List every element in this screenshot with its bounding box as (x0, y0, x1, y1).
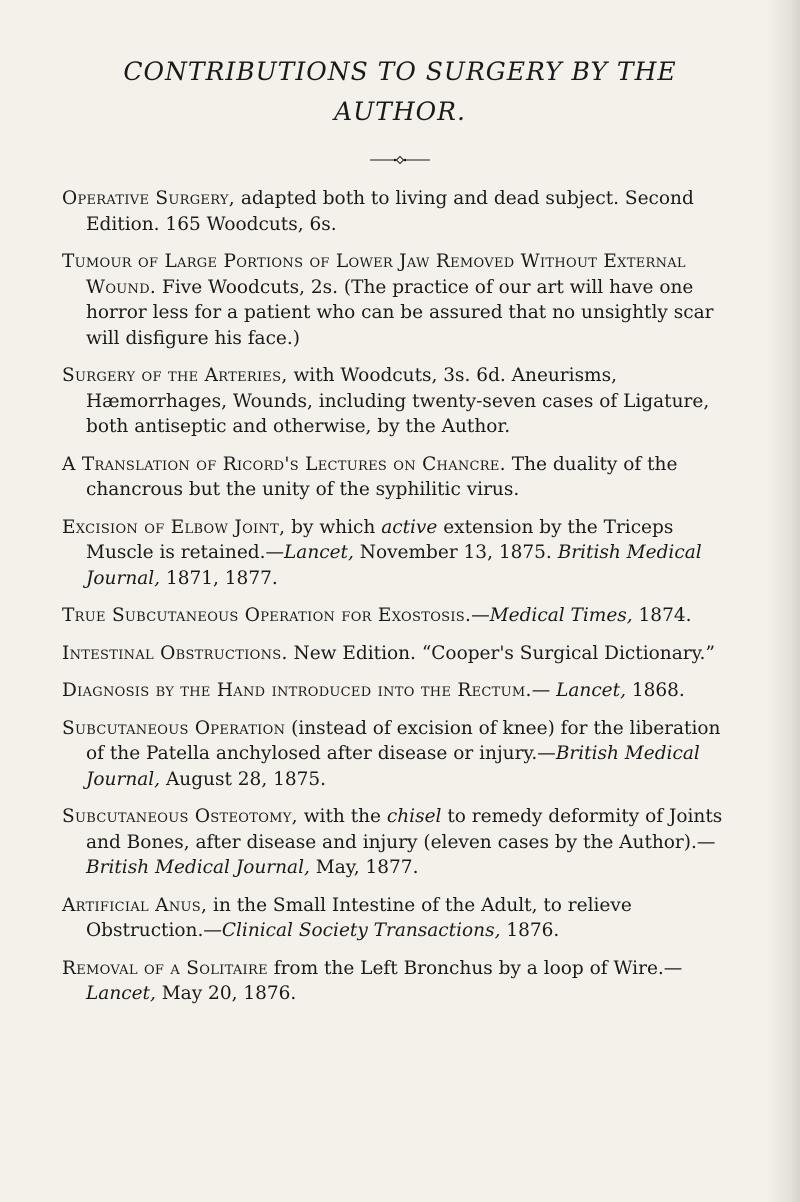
entry-title: Intestinal Obstructions. (62, 642, 288, 664)
entry-citation: Medical Times, (489, 605, 633, 626)
entry-text: 1874. (632, 605, 692, 626)
entry-text: 1868. (625, 680, 685, 701)
entry-title: True Subcutaneous Operation for Exostosis. (62, 605, 472, 626)
entry-text: August 28, 1875. (160, 768, 327, 790)
entry-text: in the Small Intestine of the Adult, to relieve Obstruction.— (86, 894, 632, 941)
entry-citation: British Medical Journal, (86, 542, 702, 589)
publication-entry (62, 893, 742, 944)
entry-title: Excision of Elbow Joint, (62, 516, 286, 538)
entry-citation: Lancet, (284, 542, 354, 563)
entry-text: 1871, 1877. (160, 567, 278, 589)
publication-list (62, 186, 742, 1019)
publication-entry (62, 515, 742, 592)
entry-text: May 20, 1876. (155, 983, 297, 1004)
entry-text: from the Left Bronchus by a loop of Wire.— (267, 957, 683, 979)
entry-text: by which (285, 516, 382, 538)
entry-text: The duality of the chancrous but the unity of the syphilitic virus. (86, 453, 678, 500)
entry-citation: Clinical Society Transactions, (221, 920, 501, 941)
entry-title: Artificial Anus, (62, 894, 208, 916)
entry-emphasis: chisel (386, 806, 442, 827)
publication-entry (62, 249, 742, 351)
page-heading-line-1: CONTRIBUTIONS TO SURGERY BY THE (123, 57, 677, 86)
entry-text: with the (297, 806, 387, 827)
entry-title: Removal of a Solitaire (62, 957, 268, 979)
entry-title: Surgery of the Arteries, (62, 365, 288, 386)
entry-text: to remedy deformity of Joints and Bones, after disease and injury (eleven cases by the Author).— (86, 806, 723, 853)
entry-title: Subcutaneous Osteotomy, (62, 806, 298, 827)
entry-title: Diagnosis by the Hand introduced into the Rectum. (62, 680, 532, 701)
publication-entry (62, 452, 742, 503)
ornament-divider (370, 155, 430, 165)
entry-text: November 13, 1875. (353, 542, 558, 563)
entry-citation: British Medical Journal, (86, 857, 310, 878)
publication-entry (62, 641, 742, 667)
entry-citation: Lancet, (86, 983, 156, 1004)
entry-text: extension by the Triceps Muscle is retained.— (86, 516, 674, 563)
publication-entry (62, 678, 742, 704)
publication-entry (62, 363, 742, 440)
entry-title: Subcutaneous Operation (62, 717, 286, 739)
entry-emphasis: active (381, 516, 438, 538)
publication-entry (62, 956, 742, 1007)
entry-text: — (471, 605, 490, 626)
entry-text: (instead of excision of knee) for the liberation of the Patella anchylosed after disease or injury.— (86, 717, 721, 764)
entry-title: Operative Surgery, (62, 188, 235, 209)
entry-text: 1876. (500, 920, 560, 941)
entry-title: A Translation of Ricord's Lectures on Chancre. (62, 453, 506, 475)
entry-citation: British Medical Journal, (86, 743, 700, 790)
page-edge-shadow (766, 0, 800, 1202)
entry-text: — (531, 680, 557, 701)
entry-text: New Edition. “Cooper's Surgical Dictionary.” (287, 642, 715, 664)
publication-entry (62, 186, 742, 237)
entry-text: adapted both to living and dead subject. Second Edition. 165 Woodcuts, 6s. (86, 188, 694, 235)
entry-citation: Lancet, (556, 680, 626, 701)
publication-entry (62, 603, 742, 629)
entry-text: Five Woodcuts, 2s. (The practice of our art will have one horror less for a patient who can be assured that no unsightly scar will disfigure his face.) (86, 276, 714, 349)
publication-entry (62, 804, 742, 881)
entry-text: with Woodcuts, 3s. 6d. Aneurisms, Hæmorrhages, Wounds, including twenty-seven cases of Ligature, both antiseptic and otherwise, by the Author. (86, 365, 710, 437)
page-heading-line-2: AUTHOR. (334, 97, 466, 126)
publication-entry (62, 716, 742, 793)
entry-title: Tumour of Large Portions of Lower Jaw Removed Without External Wound. (62, 251, 686, 298)
entry-text: May, 1877. (309, 857, 419, 878)
